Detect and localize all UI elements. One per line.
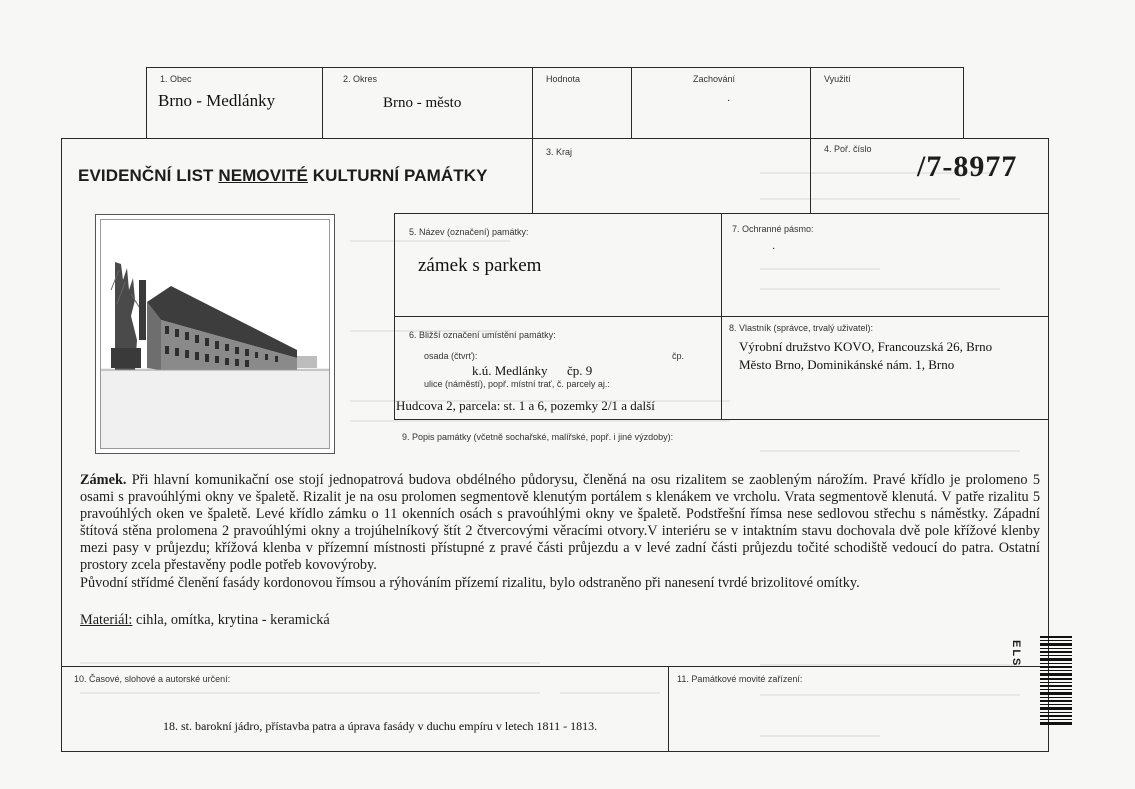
hodnota-label: Hodnota	[546, 74, 581, 84]
urceni-value: 18. st. barokní jádro, přístavba patra a úprava fasády v duchu empíru v letech 1811 - 1813.	[163, 719, 598, 733]
barcode	[1040, 636, 1072, 728]
vlastnik-line1: Výrobní družstvo KOVO, Francouzská 26, Brno	[739, 339, 993, 354]
umisteni-label: 6. Bližší označení umístění památky:	[409, 330, 556, 340]
ochranne-pasmo-value: ·	[772, 244, 776, 255]
ulice-value: Hudcova 2, parcela: st. 1 a 6, pozemky 2/1 a další	[396, 398, 655, 413]
popis-paragraph-1: Při hlavní komunikační ose stojí jednopatrová budova obdélného půdorysu, členěná na osu rizalitem se zaobleným nárožím. Pravé křídlo je prolomeno 5 osami s pravoúhlými okny ve špaletě. Rizalit je na osu prolomen segmentově klenutým portálem s klenákem ve vrcholu. Vrata segmentově klenutá. V patře rizalitu 5 pravoúhlých oken ve špaletě. Levé křídlo zámku o 11 okenních osách s pravoúhlými okny ve špaletě. Podstřešní římsa nese sedlovou střechu s náměstky. Západní štítová stěna prolomena 2 pravoúhlými okny a trojúhelníkový štít 2 čtvercovými věracími otvory.V interiéru se v intaktním stavu dochovala dvě pole křížové klenby mezi pasy v průjezdu; křížová klenba v přízemní místnosti přístupné z pravé části průjezdu a v levé zadní části průjezdu točité schodiště vedoucí do patra. Ostatní prostory zcela přestavěny podle potřeb kovovýroby.	[80, 472, 1040, 574]
okres-label: 2. Okres	[343, 74, 378, 84]
okres-value: Brno - město	[383, 95, 462, 111]
popis-heading: Zámek.	[80, 472, 127, 488]
osada-value: k.ú. Medlánky	[472, 363, 548, 378]
popis-paragraph-2: Původní střídmé členění fasády kordonovou římsou a rýhováním přízemí rizalitu, bylo odstraněno při nanesení tvrdé brizolitové omítky.	[80, 574, 860, 591]
material-value: cihla, omítka, krytina - keramická	[132, 612, 330, 628]
obec-value: Brno - Medlánky	[158, 91, 276, 110]
zachovani-label: Zachování	[693, 74, 736, 84]
movite-zarizeni-label: 11. Památkové movité zařízení:	[677, 674, 803, 684]
popis-text	[80, 472, 1040, 592]
monument-photo-image	[100, 219, 330, 449]
por-cislo-label: 4. Poř. číslo	[824, 144, 872, 154]
title-part3: KULTURNÍ PAMÁTKY	[307, 166, 488, 185]
osada-label: osada (čtvrť):	[424, 351, 478, 361]
urceni-label: 10. Časové, slohové a autorské určení:	[74, 674, 231, 684]
nazev-label: 5. Název (označení) památky:	[409, 227, 529, 237]
title-part1: EVIDENČNÍ LIST	[78, 166, 219, 185]
monument-photo	[95, 214, 335, 454]
vyuziti-label: Využití	[824, 74, 851, 84]
barcode-text: ELS	[1010, 640, 1022, 668]
page-title	[78, 166, 488, 186]
title-part2: NEMOVITÉ	[218, 166, 308, 185]
vlastnik-line2: Město Brno, Dominikánské nám. 1, Brno	[739, 357, 955, 372]
material-label: Materiál:	[80, 612, 133, 628]
kraj-label: 3. Kraj	[546, 147, 573, 157]
ochranne-pasmo-label: 7. Ochranné pásmo:	[732, 224, 814, 234]
vlastnik-label: 8. Vlastník (správce, trvalý uživatel):	[729, 323, 874, 333]
cp-label: čp.	[672, 351, 685, 361]
ulice-label: ulice (náměstí), popř. místní trať, č. parcely aj.:	[424, 379, 610, 389]
popis-label: 9. Popis památky (včetně sochařské, malířské, popř. i jiné výzdoby):	[402, 432, 674, 442]
cp-value: čp. 9	[567, 363, 593, 378]
nazev-value: zámek s parkem	[418, 255, 542, 276]
material-line	[80, 612, 330, 629]
building-photo-drawing	[101, 220, 329, 448]
zachovani-value: ·	[727, 96, 731, 107]
obec-label: 1. Obec	[160, 74, 192, 84]
pamatka-id: /7-8977	[917, 150, 1018, 183]
